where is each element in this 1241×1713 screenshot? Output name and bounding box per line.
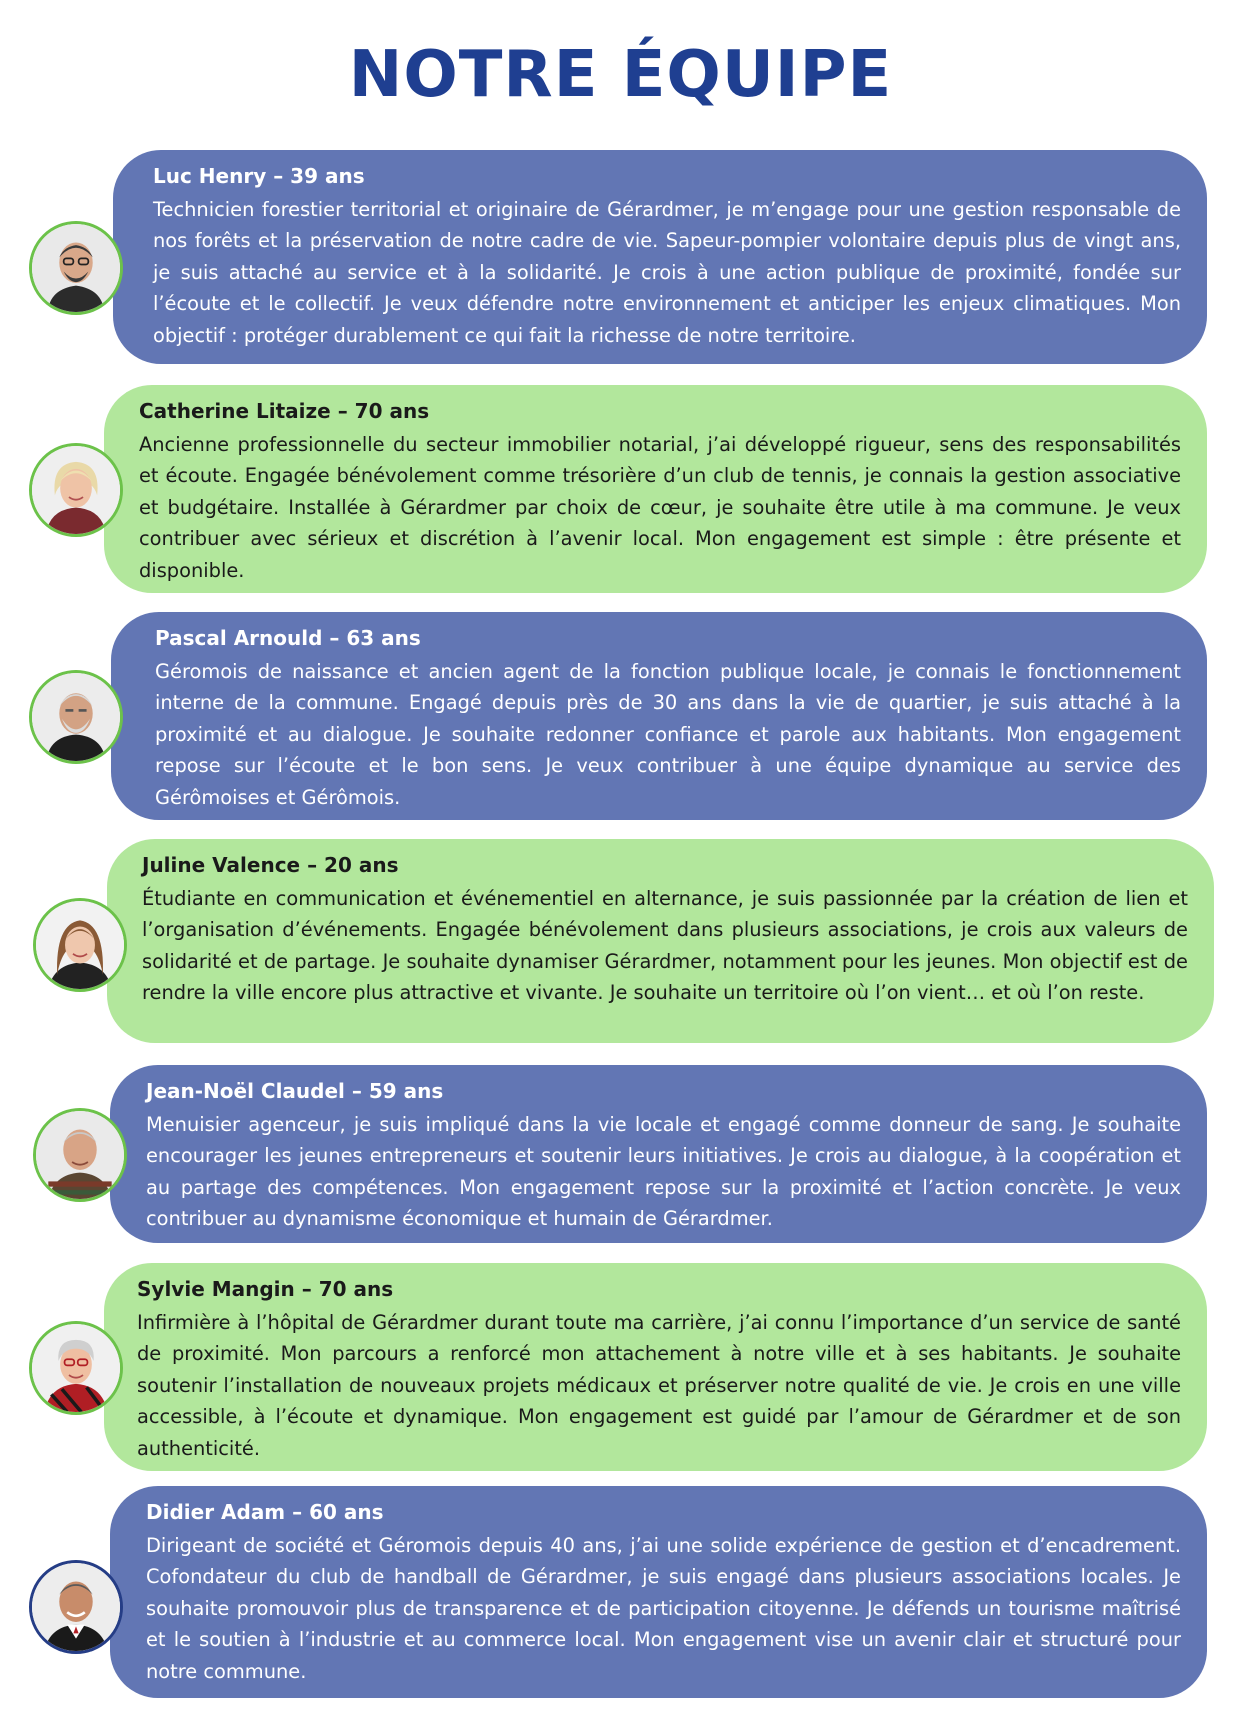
portrait-photo-icon: [29, 221, 123, 315]
portrait-photo-icon: [29, 443, 123, 537]
member-name: Catherine Litaize – 70 ans: [139, 399, 430, 423]
member-bio: Menuisier agenceur, je suis impliqué dans la vie locale et engagé comme donneur de sang. Je souhaite encourager les jeunes entrepreneurs et soutenir leurs initiatives. Je crois au dialogue, à la coopération et au partage des compétences. Mon engagement repose sur la proximité et l’action concrète. Je veux contribuer au dynamisme économique et humain de Gérardmer.: [146, 1113, 1181, 1231]
member-name: Pascal Arnould – 63 ans: [155, 626, 421, 650]
member-bio: Technicien forestier territorial et originaire de Gérardmer, je m’engage pour une gestion responsable de nos forêts et la préservation de notre cadre de vie. Sapeur-pompier volontaire depuis plus de vingt ans, je suis attaché au service et à la solidarité. Je crois à une action publique de proximité, fondée sur l’écoute et le collectif. Je veux défendre notre environnement et anticiper les enjeux climatiques. Mon objectif : protéger durablement ce qui fait la richesse de notre territoire.: [153, 198, 1181, 347]
member-name: Juline Valence – 20 ans: [142, 853, 399, 877]
member-bio: Ancienne professionnelle du secteur immobilier notarial, j’ai développé rigueur, sens des responsabilités et écoute. Engagée bénévolement comme trésorière d’un club de tennis, je connais la gestion associative et budgétaire. Installée à Gérardmer par choix de cœur, je souhaite être utile à ma commune. Je veux contribuer avec sérieux et discrétion à l’avenir local. Mon engagement est simple : être présente et disponible.: [139, 433, 1181, 582]
member-bio: Infirmière à l’hôpital de Gérardmer durant toute ma carrière, j’ai connu l’importance d’un service de santé de proximité. Mon parcours a renforcé mon attachement à notre ville et à ses habitants. Je souhaite soutenir l’installation de nouveaux projets médicaux et préserver notre qualité de vie. Je crois en une ville accessible, à l’écoute et dynamique. Mon engagement est guidé par l’amour de Gérardmer et de son authenticité.: [137, 1311, 1181, 1460]
member-bio: Dirigeant de société et Géromois depuis 40 ans, j’ai une solide expérience de gestion et d’encadrement. Cofondateur du club de handball de Gérardmer, je suis engagé dans plusieurs associations locales. Je souhaite promouvoir plus de transparence et de participation citoyenne. Je défends un tourisme maîtrisé et le soutien à l’industrie et au commerce local. Mon engagement vise un avenir clair et structuré pour notre commune.: [146, 1534, 1181, 1683]
member-bio: Étudiante en communication et événementiel en alternance, je suis passionnée par la création de lien et l’organisation d’événements. Engagée bénévolement dans plusieurs associations, je crois aux valeurs de solidarité et de partage. Je souhaite dynamiser Gérardmer, notamment pour les jeunes. Mon objectif est de rendre la ville encore plus attractive et vivante. Je souhaite un territoire où l’on vient… et où l’on reste.: [142, 887, 1188, 1005]
portrait-photo-icon: [33, 1108, 127, 1202]
page-title: NOTRE ÉQUIPE: [348, 38, 893, 112]
member-card-sylvie-mangin: [104, 1263, 1207, 1471]
member-name: Jean-Noël Claudel – 59 ans: [146, 1079, 444, 1103]
member-card-didier-adam: [110, 1486, 1207, 1698]
portrait-photo-icon: [29, 1321, 123, 1415]
member-name: Didier Adam – 60 ans: [146, 1500, 384, 1524]
member-card-catherine-litaize: [104, 385, 1207, 593]
member-bio: Géromois de naissance et ancien agent de la fonction publique locale, je connais le fonctionnement interne de la commune. Engagé depuis près de 30 ans dans la vie de quartier, je suis attaché à la proximité et au dialogue. Je souhaite redonner confiance et parole aux habitants. Mon engagement repose sur l’écoute et le bon sens. Je veux contribuer à une équipe dynamique au service des Gérômoises et Gérômois.: [155, 660, 1181, 809]
portrait-photo-icon: [33, 898, 127, 992]
member-card-juline-valence: [107, 839, 1214, 1043]
member-card-pascal-arnould: [111, 612, 1207, 820]
member-name: Luc Henry – 39 ans: [153, 164, 365, 188]
member-name: Sylvie Mangin – 70 ans: [137, 1277, 394, 1301]
portrait-photo-icon: [29, 670, 123, 764]
portrait-photo-icon: [29, 1560, 123, 1654]
member-card-luc-henry: [113, 150, 1207, 364]
member-card-jean-noel-claudel: [110, 1065, 1207, 1243]
